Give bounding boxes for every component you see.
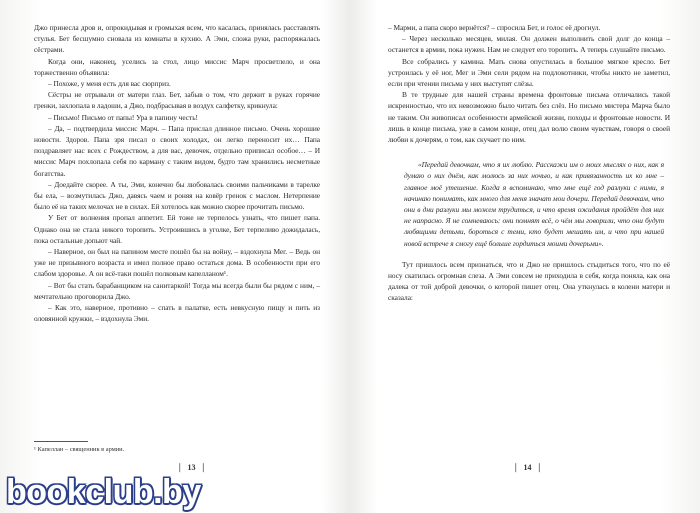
paragraph: Сёстры не отрывали от матери глаз. Бет, забыв о том, что держит в руках горячие гренки, захлопала в ладоши, а Джо, подбрасывая в воздух салфетку, крикнула: (34, 90, 320, 111)
paragraph: У Бет от волнения пропал аппетит. Ей тоже не терпелось узнать, что пишет папа. Однако она не стала никого торопить. Устроившись в уголке, Бет терпеливо дожидалась, пока остальные допьют чай. (34, 213, 320, 245)
paragraph: – Как это, наверное, противно – спать в палатке, есть невкусную пищу и пить из оловянной кружки, – вздохнула Эми. (34, 303, 320, 324)
paragraph: – Похоже, у меня есть для вас сюрприз. (48, 79, 171, 89)
paragraph: – Марми, а папа скоро вернётся? – спросила Бет, и голос её дрогнул. (388, 23, 601, 32)
folio-ornament-icon: ❘ (199, 462, 208, 472)
page-number-right (512, 462, 543, 473)
site-watermark: bookclub.by (6, 473, 201, 511)
paragraph: – Письмо! Письмо от папы! Ура в папину честь! (48, 112, 198, 122)
footnote-divider (34, 441, 88, 442)
footnote: ¹ Капеллан – священник в армии. (34, 446, 125, 453)
page-number-left (176, 462, 207, 473)
folio-ornament-icon: ❘ (176, 462, 184, 472)
paragraph: – Да, – подтвердила миссис Марч. – Папа прислал длинное письмо. Очень хорошие новости. Здоров. Папа зря писал о своих холодах, он легко переносит их… Папа поздравляет нас всех с Рождеством, а для вас, девочек, отдельно приписал особое… – И миссис Марч похлопала себя по карману с таким видом, будто там хранились несметные богатства. (34, 123, 320, 178)
paragraph: Все собрались у камина. Мать снова опустилась в большое мягкое кресло. Бет устроилась у её ног, Мег и Эми сели рядом на подлокотники, чтобы никто не заметил, если при чтении письма у них выступят слёзы. (388, 56, 670, 89)
paragraph: В те трудные для нашей страны времена фронтовые письма отличались такой искренностью, что их невозможно было читать без слёз. Но письмо мистера Марча было не таким. Он живописал особенности армейской жизни, походы и фронтовые новости. И лишь в конце письма, уже в самом конце, отец дал волю своим чувствам, говоря о своей любви к дочерям, о том, как скучает по ним. (388, 90, 670, 145)
folio-ornament-icon: ❘ (535, 462, 544, 472)
page-number: 13 (187, 463, 196, 472)
paragraph: – Доедайте скорее. А ты, Эми, конечно бы любовалась своими пальчиками в тарелке бы ела, – возмутилась Джо, давясь чаем и роняя на ковёр гренок с маслом. Нетерпение было её на таких мелочах не в силах. Ей хотелось как можно скорее прочитать письмо. (34, 179, 320, 212)
folio-ornament-icon: ❘ (512, 462, 520, 472)
paragraph: – Вот бы стать барабанщиком на санитаркой! Тогда мы всегда были бы рядом с ним, – мечтательно проговорила Джо. (34, 280, 320, 301)
right-page-text (388, 22, 670, 472)
paragraph: Джо принесла дров и, опрокидывая и громыхая всем, что касалась, принялась расставлять стулья. Бет бесшумно сновала из комнаты в кухню. А Эми, сложа руки, распоряжалась сёстрами. (34, 23, 320, 55)
paragraph: Тут пришлось всем признаться, что и Джо не пришлось стыдиться того, что по её носу скатилась огромная слеза. А Эми совсем не приходила в себя, когда поняла, как она далека от той доброй девочки, о которой пишет отец. Она уткнулась в колени матери и сказала: (388, 259, 670, 303)
page-number: 14 (523, 463, 532, 472)
paragraph: – Наверное, он был на папином месте пошёл бы на войну, – вздохнула Мег. – Ведь он уже не призывного возраста и имел полное право остаться дома. В особенности при его слабом здоровье. А он всё-таки пошёл полковым капелланом¹. (34, 247, 320, 279)
letter-quote (404, 159, 664, 249)
paragraph: Когда они, наконец, уселись за стол, лицо миссис Марч просветлело, и она торжественно объявила: (34, 56, 320, 77)
paragraph: – Через несколько месяцев, милая. Он должен выполнить свой долг до конца – останется в армии, пока нужен. Нам не следует его торопить. А теперь слушайте письмо. (388, 34, 670, 55)
left-page-text (34, 22, 320, 472)
quote-paragraph: «Передай девочкам, что я их люблю. Расскажи им о моих мыслях о них, как я думаю о них днём, как молюсь за них ночью, и как привязанность их ко мне – главное моё утешение. Когда я вспоминаю, что мне ещё год разлуки с ними, я начинаю понимать, как много для меня значат мои дочери. Передай девочкам, что они в дни разлуки мы можем трудиться, и что время ожидания пройдёт для них не напрасно. Я не сомневаюсь: они помнят всё, о чём мы говорили, что они будут любящими детьми, бороться с теми, кто будет мешать им, и что при нашей новой встрече я смогу ещё больше гордиться моими дочерьми». (404, 160, 664, 248)
